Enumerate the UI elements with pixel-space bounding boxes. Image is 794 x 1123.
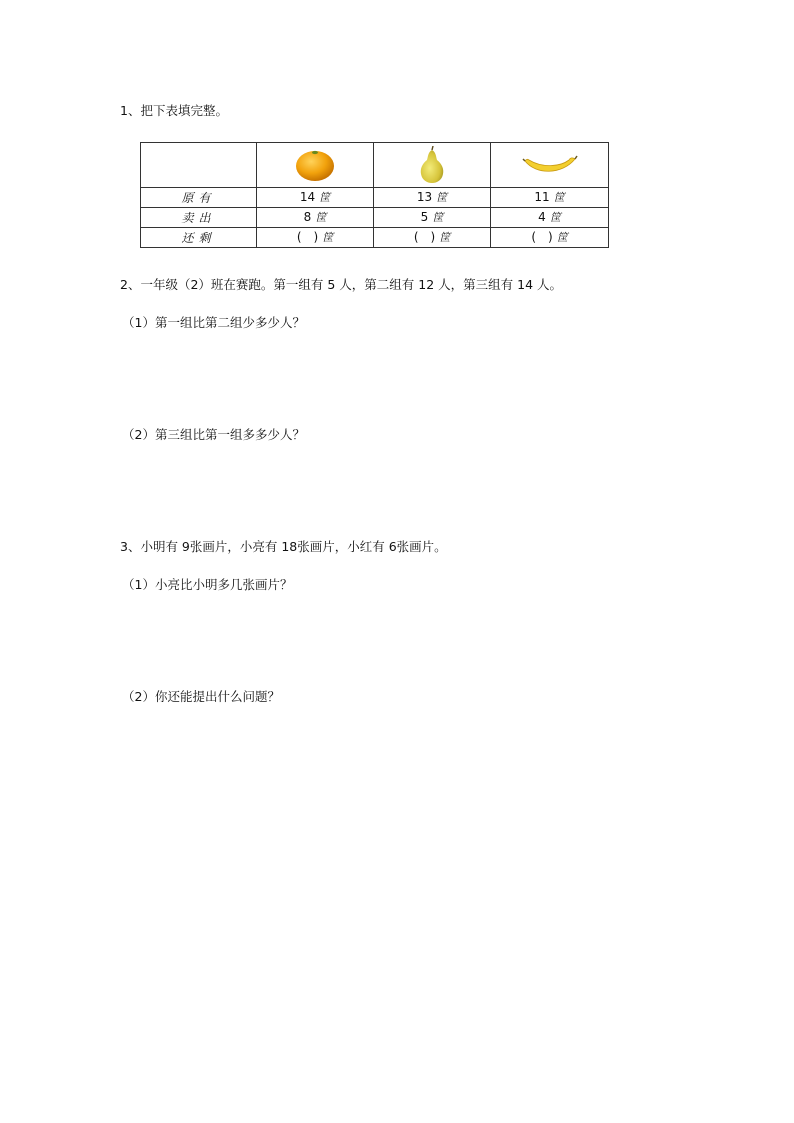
table-cell <box>257 188 374 208</box>
table-cell <box>374 188 491 208</box>
cell-value: 14 <box>299 190 316 204</box>
question-3-part-2: （2）你还能提出什么问题？ <box>122 689 280 704</box>
row-label: 卖出 <box>141 208 257 228</box>
row-label: 原有 <box>141 188 257 208</box>
row-label: 还剩 <box>141 228 257 248</box>
table-row <box>141 208 609 228</box>
table-header-row <box>141 143 609 188</box>
cell-value: 8 <box>303 210 312 224</box>
table-row <box>141 228 609 248</box>
banana-icon <box>522 151 578 179</box>
question-2-title: 2、一年级（2）班在赛跑。第一组有 5 人，第二组有 12 人，第三组有 14 人。 <box>120 277 563 292</box>
cell-value: 11 <box>534 190 550 204</box>
cell-unit: 筐 <box>553 191 565 204</box>
cell-unit: 筐 <box>436 191 448 204</box>
question-3-title: 3、小明有 9张画片，小亮有 18张画片，小红有 6张画片。 <box>120 539 447 554</box>
cell-value: 4 <box>538 210 546 224</box>
answer-cell[interactable] <box>374 228 491 248</box>
cell-unit: 筐 <box>439 231 451 244</box>
cell-unit: 筐 <box>319 191 331 204</box>
cell-unit: 筐 <box>556 231 568 244</box>
orange-icon <box>293 147 337 183</box>
answer-blank[interactable]: ( ) <box>413 230 436 244</box>
answer-blank[interactable]: ( ) <box>296 230 319 244</box>
table-cell <box>491 208 609 228</box>
table-cell <box>374 208 491 228</box>
answer-cell[interactable] <box>491 228 609 248</box>
question-3-part-1: （1）小亮比小明多几张画片？ <box>122 577 293 592</box>
cell-unit: 筐 <box>549 211 561 224</box>
table-cell <box>491 188 609 208</box>
table-row <box>141 188 609 208</box>
orange-column-header <box>257 143 374 188</box>
cell-value: 5 <box>420 210 429 224</box>
question-2-part-1: （1）第一组比第二组少多少人？ <box>122 315 305 330</box>
cell-value: 13 <box>416 190 433 204</box>
banana-column-header <box>491 143 609 188</box>
table-corner-cell <box>141 143 257 188</box>
cell-unit: 筐 <box>315 211 327 224</box>
pear-column-header <box>374 143 491 188</box>
question-1-title: 1、把下表填完整。 <box>120 103 228 118</box>
answer-blank[interactable]: ( ) <box>531 230 553 244</box>
table-cell <box>257 208 374 228</box>
cell-unit: 筐 <box>322 231 334 244</box>
answer-cell[interactable] <box>257 228 374 248</box>
question-2-part-2: （2）第三组比第一组多多少人？ <box>122 427 305 442</box>
pear-icon <box>417 146 447 184</box>
fruit-table <box>140 142 609 248</box>
cell-unit: 筐 <box>432 211 444 224</box>
